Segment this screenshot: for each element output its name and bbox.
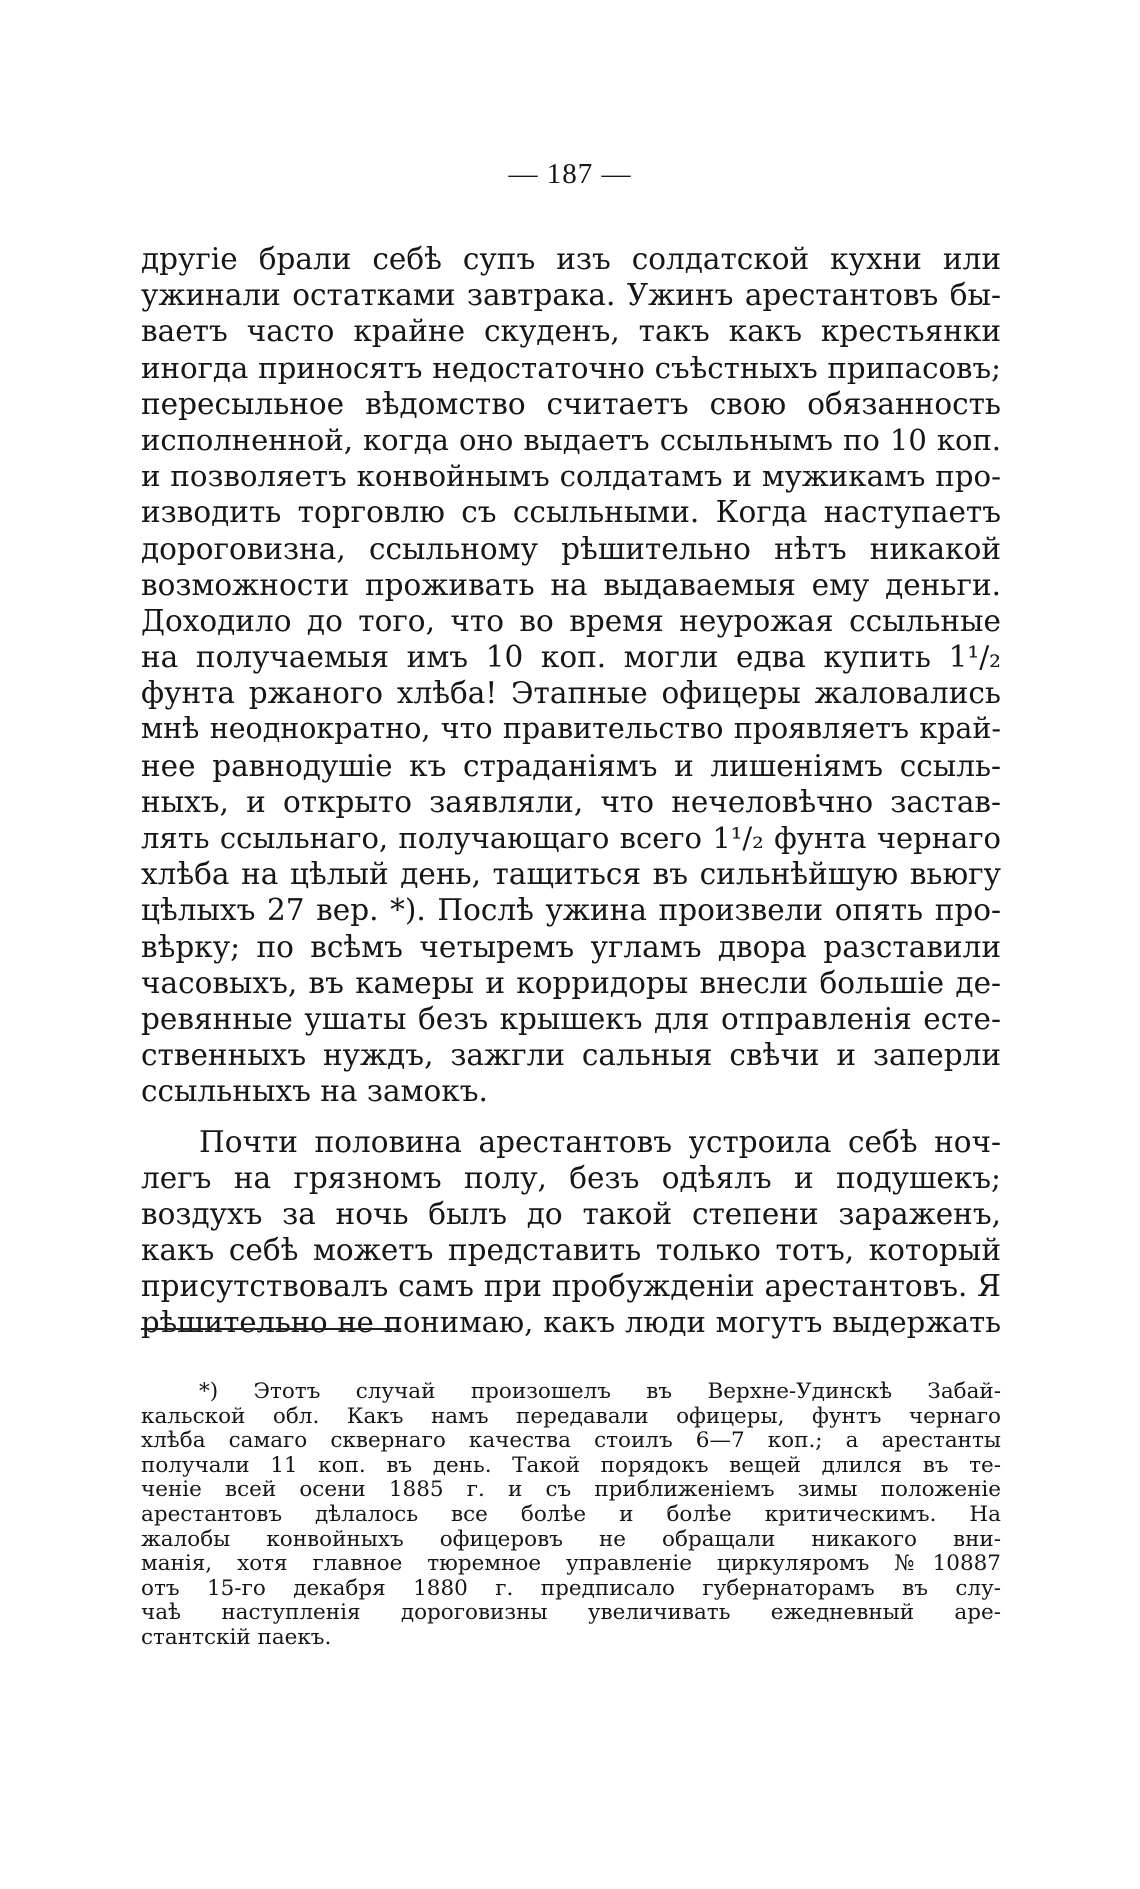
text-line: исполненной, когда оно выдаетъ ссыльнымъ по 10 коп. [141, 422, 1001, 457]
footnote-line: стантскій паекъ. [141, 1624, 332, 1650]
footnote-line: отъ 15-го декабря 1880 г. предписало губернаторамъ въ слу- [141, 1575, 1001, 1601]
text-line: иногда приносятъ недостаточно съѣстныхъ припасовъ; [141, 350, 1001, 385]
text-line: лять ссыльнаго, получающаго всего 1¹/₂ фунта чернаго [141, 821, 1001, 855]
text-line: ужинали остатками завтрака. Ужинъ арестантовъ бы- [141, 278, 1001, 313]
text-line: рѣшительно не понимаю, какъ люди могутъ выдержать [141, 1305, 1001, 1340]
text-line: пересыльное вѣдомство считаетъ свою обязанность [141, 386, 1001, 421]
footnote-line: манія, хотя главное тюремное управленіе циркуляромъ №10887 [141, 1551, 1001, 1577]
text-line: нее равнодушіе къ страданіямъ и лишеніямъ ссыль- [141, 748, 1001, 783]
footnote-divider [141, 1328, 401, 1330]
text-line: какъ себѣ можетъ представить только тотъ, который [141, 1233, 1001, 1268]
footnote-line: жалобы конвойныхъ офицеровъ не обращали никакого вни- [141, 1526, 1001, 1552]
text-line: Почти половина арестантовъ устроила себѣ ноч- [199, 1124, 1001, 1159]
text-line: присутствовалъ самъ при пробужденіи арестантовъ. Я [141, 1269, 1001, 1304]
text-line: возможности проживать на выдаваемыя ему деньги. [141, 567, 1001, 602]
footnote-line: кальской обл. Какъ намъ передавали офицеры, фунтъ чернаго [141, 1403, 1001, 1429]
text-line: на получаемыя имъ 10 коп. могли едва купить 1¹/₂ [141, 640, 1001, 675]
footnote-line: хлѣба самаго сквернаго качества стоилъ 6—7 коп.; а арестанты [141, 1428, 1001, 1454]
text-line: вѣрку; по всѣмъ четыремъ угламъ двора разставили [141, 929, 1001, 964]
text-line: хлѣба на цѣлый день, тащиться въ сильнѣйшую вьюгу [141, 857, 1001, 892]
text-line: ваетъ часто крайне скуденъ, такъ какъ крестьянки [141, 314, 1001, 349]
body-text [141, 241, 1001, 1341]
text-line: изводить торговлю съ ссыльными. Когда наступаетъ [141, 495, 1001, 530]
text-line: дороговизна, ссыльному рѣшительно нѣтъ никакой [141, 531, 1001, 566]
text-line: ственныхъ нуждъ, зажгли сальныя свѣчи и заперли [141, 1038, 1001, 1073]
footnote-line: чаѣ наступленія дороговизны увеличивать ежедневный аре- [141, 1600, 1001, 1626]
text-line: часовыхъ, въ камеры и корридоры внесли большіе де- [141, 965, 1001, 1000]
text-line: мнѣ неоднократно, что правительство проявляетъ край- [141, 712, 1001, 746]
text-line: воздухъ за ночь былъ до такой степени зараженъ, [141, 1196, 1001, 1231]
text-line: Доходило до того, что во время неурожая ссыльные [141, 603, 1001, 638]
footnote-line: получали 11 коп. въ день. Такой порядокъ вещей длился въ те- [141, 1452, 1001, 1478]
text-line: фунта ржаного хлѣба! Этапные офицеры жаловались [141, 676, 1001, 711]
text-line: другіе брали себѣ супъ изъ солдатской кухни или [141, 242, 1001, 276]
text-line: ревянные ушаты безъ крышекъ для отправленія есте- [141, 1001, 1001, 1036]
page-number: — 187 — [508, 158, 632, 190]
text-line: ссыльныхъ на замокъ. [141, 1074, 488, 1109]
text-line: легъ на грязномъ полу, безъ одѣялъ и подушекъ; [141, 1160, 1001, 1195]
footnote-line: *) Этотъ случай произошелъ въ Верхне-Удинскѣ Забай- [199, 1379, 1001, 1404]
text-line: цѣлыхъ 27 вер. *). Послѣ ужина произвели опять про- [141, 893, 1001, 928]
footnote [141, 1380, 1001, 1651]
paragraph-1 [141, 241, 1001, 1110]
footnote-line: ченіе всей осени 1885 г. и съ приближеніемъ зимы положеніе [141, 1477, 1001, 1503]
footnote-line: арестантовъ дѣлалось все болѣе и болѣе критическимъ. На [141, 1501, 1001, 1527]
text-line: ныхъ, и открыто заявляли, что нечеловѣчно застав- [141, 784, 1001, 819]
text-line: и позволяетъ конвойнымъ солдатамъ и мужикамъ про- [141, 459, 1001, 494]
paragraph-2 [141, 1124, 1001, 1341]
